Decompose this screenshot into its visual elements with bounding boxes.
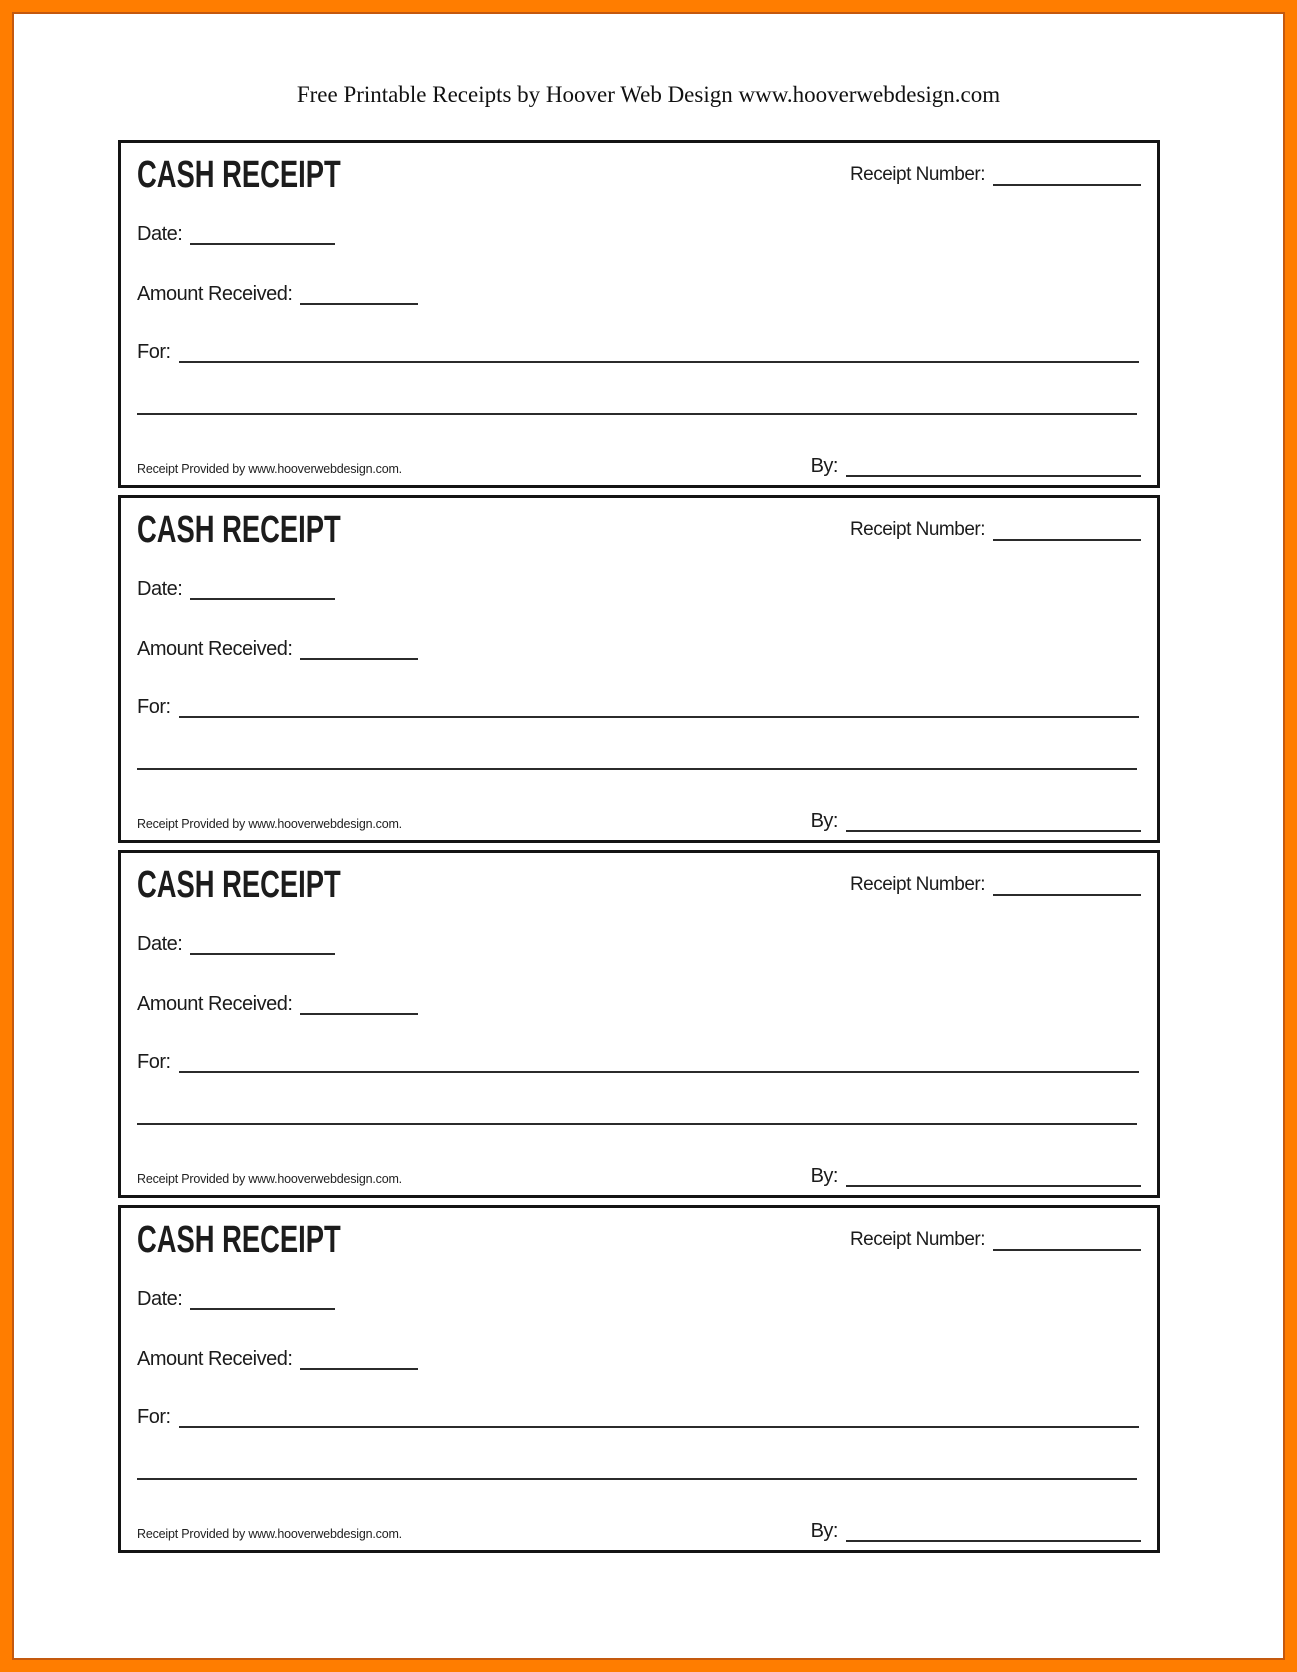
for-continuation-blank-line — [137, 1109, 1137, 1125]
date-label: Date: — [137, 1288, 183, 1310]
by-label: By: — [810, 1520, 838, 1542]
receipt-footer — [137, 1520, 1141, 1542]
page-title: Free Printable Receipts by Hoover Web Design www.hooverwebdesign.com — [296, 82, 1001, 107]
amount-received-label: Amount Received: — [137, 638, 293, 660]
date-row — [137, 1288, 335, 1310]
amount-blank-line — [300, 1001, 418, 1015]
provided-by-note: Receipt Provided by www.hooverwebdesign.com. — [137, 1527, 402, 1541]
receipt-footer — [137, 810, 1141, 832]
amount-received-row — [137, 993, 418, 1015]
for-blank-line — [179, 704, 1139, 718]
receipt-number-blank-line — [993, 1237, 1141, 1251]
receipt-number-label: Receipt Number: — [849, 874, 985, 895]
provided-by-note: Receipt Provided by www.hooverwebdesign.com. — [137, 462, 402, 476]
date-row — [137, 578, 335, 600]
by-row — [811, 1520, 1141, 1542]
amount-received-label: Amount Received: — [137, 1348, 293, 1370]
receipt-number-row — [850, 1230, 1141, 1251]
cash-receipt-title: CASH RECEIPT — [137, 864, 341, 906]
for-continuation-blank-line — [137, 399, 1137, 415]
date-label: Date: — [137, 578, 183, 600]
receipt-card — [118, 140, 1160, 488]
for-blank-line — [179, 349, 1139, 363]
receipt-number-row — [850, 875, 1141, 896]
amount-received-row — [137, 1348, 418, 1370]
for-label: For: — [137, 696, 171, 718]
provided-by-note: Receipt Provided by www.hooverwebdesign.com. — [137, 1172, 402, 1186]
by-label: By: — [810, 1165, 838, 1187]
for-blank-line — [179, 1059, 1139, 1073]
receipt-card — [118, 1205, 1160, 1553]
receipt-card — [118, 850, 1160, 1198]
receipt-card — [118, 495, 1160, 843]
page-sheet — [12, 12, 1285, 1660]
receipt-number-label: Receipt Number: — [849, 519, 985, 540]
receipt-number-blank-line — [993, 527, 1141, 541]
for-row — [137, 1051, 1139, 1073]
amount-received-row — [137, 283, 418, 305]
amount-blank-line — [300, 1356, 418, 1370]
amount-received-label: Amount Received: — [137, 283, 293, 305]
receipt-number-label: Receipt Number: — [849, 1229, 985, 1250]
amount-received-label: Amount Received: — [137, 993, 293, 1015]
date-blank-line — [190, 941, 335, 955]
for-continuation-blank-line — [137, 1464, 1137, 1480]
by-blank-line — [846, 818, 1141, 832]
for-continuation-blank-line — [137, 754, 1137, 770]
by-row — [811, 1165, 1141, 1187]
receipt-footer — [137, 1165, 1141, 1187]
for-label: For: — [137, 341, 171, 363]
amount-received-row — [137, 638, 418, 660]
by-row — [811, 810, 1141, 832]
date-label: Date: — [137, 933, 183, 955]
for-row — [137, 696, 1139, 718]
cash-receipt-title: CASH RECEIPT — [137, 509, 341, 551]
for-row — [137, 341, 1139, 363]
by-blank-line — [846, 463, 1141, 477]
date-blank-line — [190, 586, 335, 600]
by-label: By: — [810, 810, 838, 832]
receipt-number-label: Receipt Number: — [849, 164, 985, 185]
for-row — [137, 1406, 1139, 1428]
receipt-number-row — [850, 520, 1141, 541]
date-label: Date: — [137, 223, 183, 245]
receipt-number-blank-line — [993, 882, 1141, 896]
for-label: For: — [137, 1406, 171, 1428]
cash-receipt-title: CASH RECEIPT — [137, 1219, 341, 1261]
date-blank-line — [190, 1296, 335, 1310]
for-label: For: — [137, 1051, 171, 1073]
for-blank-line — [179, 1414, 1139, 1428]
date-row — [137, 223, 335, 245]
date-row — [137, 933, 335, 955]
cash-receipt-title: CASH RECEIPT — [137, 154, 341, 196]
receipt-footer — [137, 455, 1141, 477]
provided-by-note: Receipt Provided by www.hooverwebdesign.com. — [137, 817, 402, 831]
receipt-list — [118, 140, 1160, 1560]
amount-blank-line — [300, 646, 418, 660]
receipt-number-blank-line — [993, 172, 1141, 186]
by-blank-line — [846, 1528, 1141, 1542]
date-blank-line — [190, 231, 335, 245]
by-blank-line — [846, 1173, 1141, 1187]
amount-blank-line — [300, 291, 418, 305]
by-row — [811, 455, 1141, 477]
by-label: By: — [810, 455, 838, 477]
receipt-number-row — [850, 165, 1141, 186]
